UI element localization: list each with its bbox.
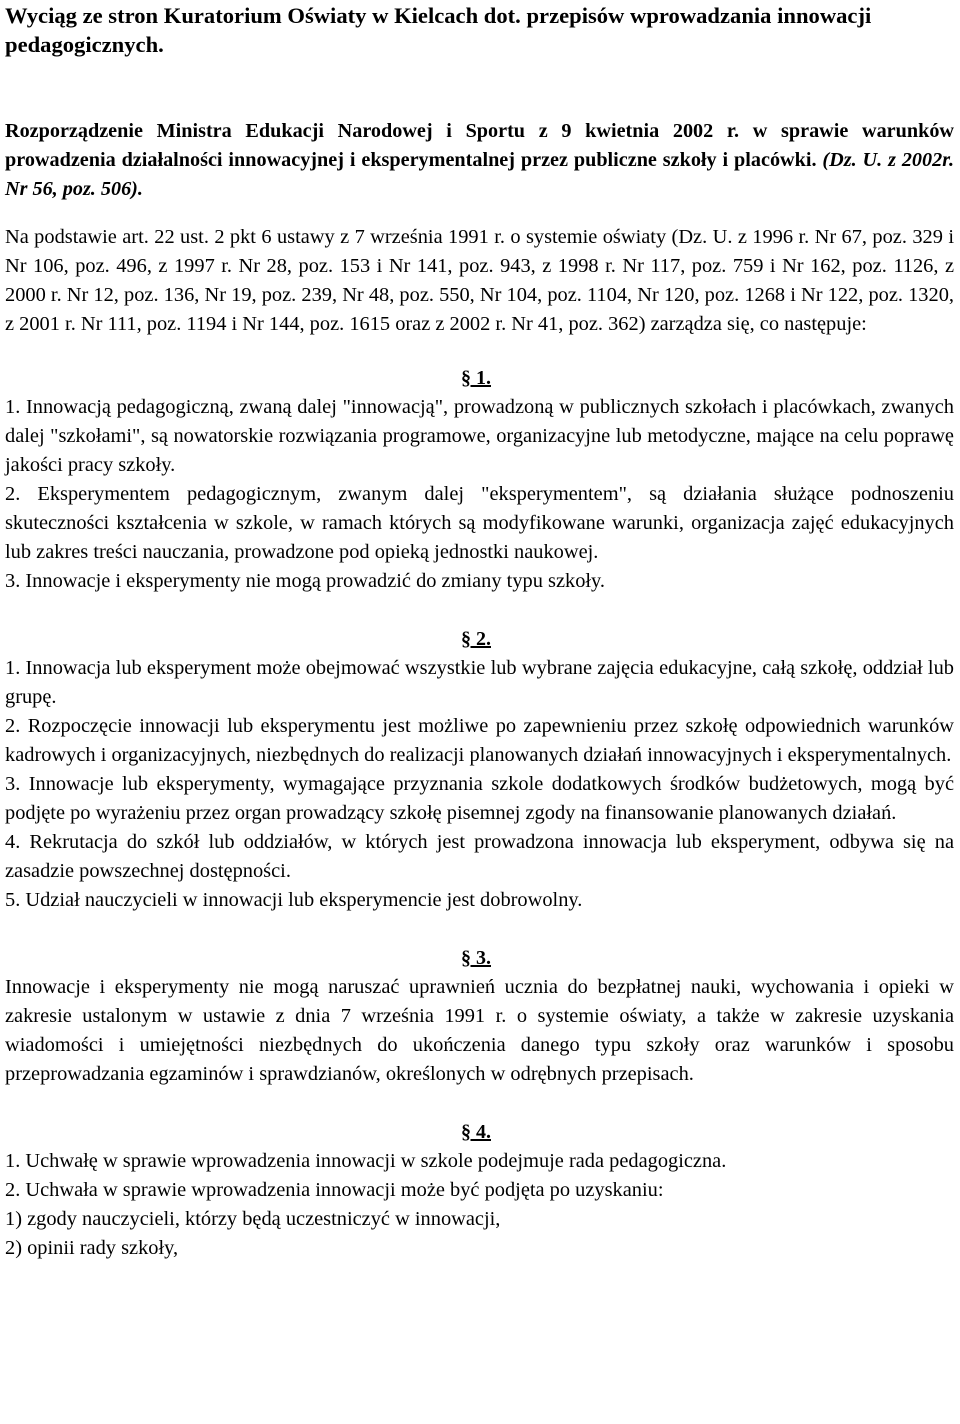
- section-1: [5, 364, 954, 596]
- section-heading: § 3.: [461, 947, 491, 969]
- list-item: 2) opinii rady szkoły,: [5, 1237, 179, 1259]
- section-paragraph: 2. Uchwała w sprawie wprowadzenia innowacji może być podjęta po uzyskaniu:: [5, 1179, 664, 1201]
- section-paragraph: 2. Rozpoczęcie innowacji lub eksperymentu jest możliwe po zapewnieniu przez szkołę odpowiednich warunków kadrowych i organizacyjnych, niezbędnych do realizacji planowanych działań innowacyjnych i eksperymentalnych.: [5, 715, 954, 766]
- section-heading: § 4.: [461, 1121, 491, 1143]
- section-paragraph: 5. Udział nauczycieli w innowacji lub eksperymencie jest dobrowolny.: [5, 889, 583, 911]
- section-paragraph: 1. Uchwałę w sprawie wprowadzenia innowacji w szkole podejmuje rada pedagogiczna.: [5, 1150, 727, 1172]
- regulation-text: Rozporządzenie Ministra Edukacji Narodowej i Sportu z 9 kwietnia 2002 r. w sprawie warunków prowadzenia działalności innowacyjnej i eksperymentalnej przez publiczne szkoły i placówki.: [5, 120, 954, 171]
- page-title: Wyciąg ze stron Kuratorium Oświaty w Kielcach dot. przepisów wprowadzania innowacji pedagogicznych.: [5, 3, 872, 57]
- preamble: Na podstawie art. 22 ust. 2 pkt 6 ustawy z 7 września 1991 r. o systemie oświaty (Dz. U. z 1996 r. Nr 67, poz. 329 i Nr 106, poz. 496, z 1997 r. Nr 28, poz. 153 i Nr 141, poz. 943, z 1998 r. Nr 117, poz. 759 i Nr 162, poz. 1126, z 2000 r. Nr 12, poz. 136, Nr 19, poz. 239, Nr 48, poz. 550, Nr 104, poz. 1104, Nr 120, poz. 1268 i Nr 122, poz. 1320, z 2001 r. Nr 111, poz. 1194 i Nr 144, poz. 1615 oraz z 2002 r. Nr 41, poz. 362) zarządza się, co następuje:: [5, 226, 954, 335]
- section-heading: § 2.: [461, 628, 491, 650]
- section-heading: § 1.: [461, 367, 491, 389]
- section-paragraph: 1. Innowacją pedagogiczną, zwaną dalej "innowacją", prowadzoną w publicznych szkołach i placówkach, zwanych dalej "szkołami", są nowatorskie rozwiązania programowe, organizacyjne lub metodyczne, mające na celu poprawę jakości pracy szkoły.: [5, 396, 954, 476]
- list-item: 1) zgody nauczycieli, którzy będą uczestniczyć w innowacji,: [5, 1208, 501, 1230]
- document-body: [5, 223, 954, 1263]
- section-3: [5, 944, 954, 1089]
- section-paragraph: 4. Rekrutacja do szkół lub oddziałów, w których jest prowadzona innowacja lub eksperyment, odbywa się na zasadzie powszechnej dostępności.: [5, 831, 954, 882]
- section-4: [5, 1118, 954, 1263]
- section-paragraph: 3. Innowacje i eksperymenty nie mogą prowadzić do zmiany typu szkoły.: [5, 570, 606, 592]
- regulation-citation: [5, 117, 954, 204]
- regulation-source: (Dz. U. z 2002r. Nr 56, poz. 506).: [5, 149, 954, 200]
- section-paragraph: Innowacje i eksperymenty nie mogą naruszać uprawnień ucznia do bezpłatnej nauki, wychowania i opieki w zakresie ustalonym w ustawie z dnia 7 września 1991 r. o systemie oświaty, a także w zakresie uzyskania wiadomości i umiejętności niezbędnych do ukończenia danego typu szkoły oraz warunków i sposobu przeprowadzania egzaminów i sprawdzianów, określonych w odrębnych przepisach.: [5, 976, 954, 1085]
- section-paragraph: 1. Innowacja lub eksperyment może obejmować wszystkie lub wybrane zajęcia edukacyjne, całą szkołę, oddział lub grupę.: [5, 657, 954, 708]
- section-2: [5, 625, 954, 915]
- section-paragraph: 3. Innowacje lub eksperymenty, wymagające przyznania szkole dodatkowych środków budżetowych, mogą być podjęte po wyrażeniu przez organ prowadzący szkołę pisemnej zgody na finansowanie planowanych działań.: [5, 773, 954, 824]
- section-paragraph: 2. Eksperymentem pedagogicznym, zwanym dalej "eksperymentem", są działania służące podnoszeniu skuteczności kształcenia w szkole, w ramach których są modyfikowane warunki, organizacja zajęć edukacyjnych lub zakres treści nauczania, prowadzone pod opieką jednostki naukowej.: [5, 483, 954, 563]
